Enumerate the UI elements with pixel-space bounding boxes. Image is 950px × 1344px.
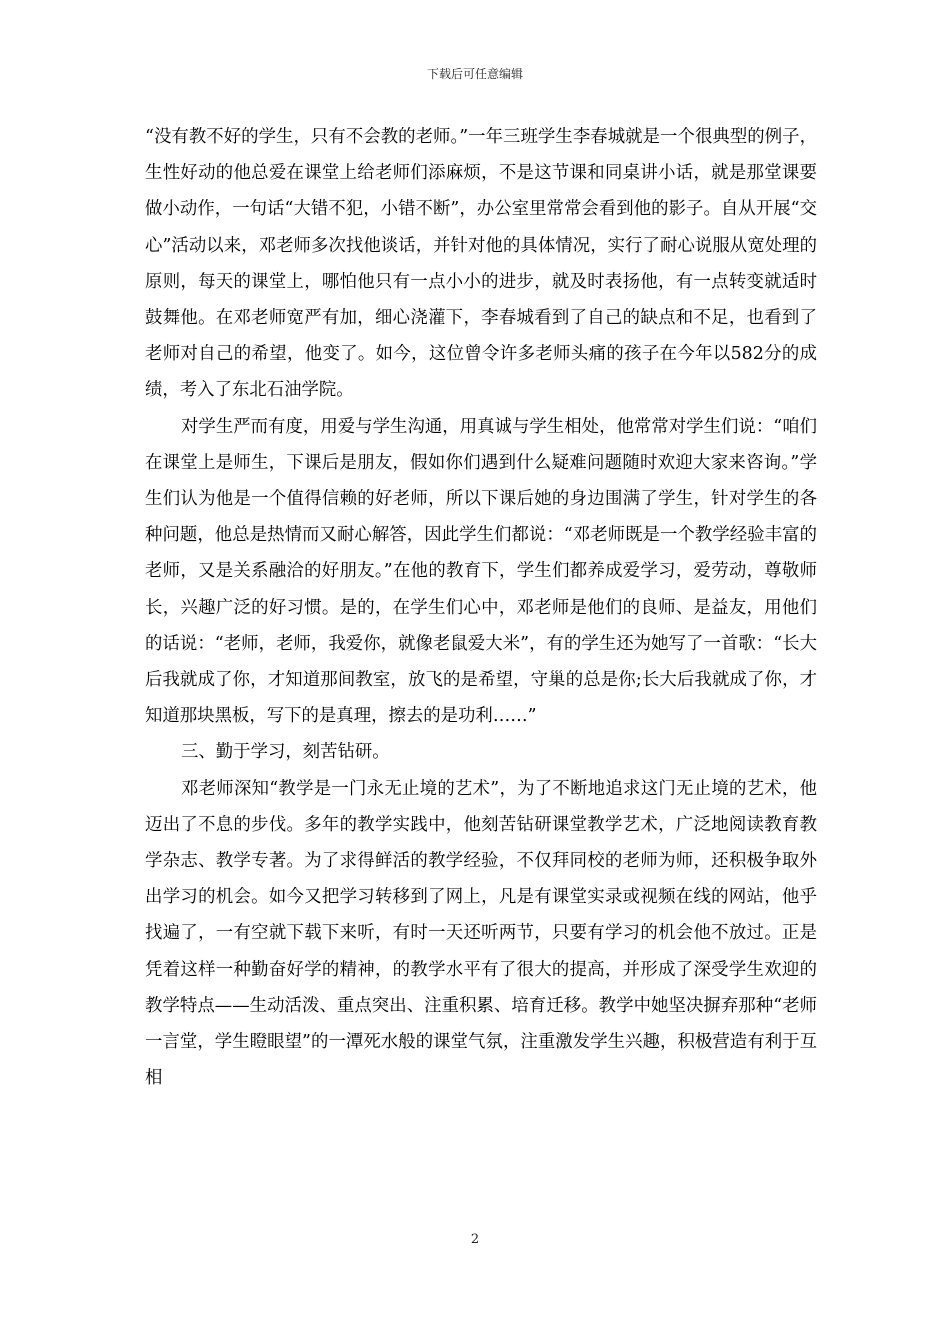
page-header: 下载后可任意编辑	[426, 67, 523, 81]
page-number: 2	[470, 1232, 480, 1247]
document-body	[145, 119, 817, 1096]
section-heading-3: 三、勤于学习，刻苦钻研。	[181, 742, 390, 763]
paragraph-4: 邓老师深知“教学是一门永无止境的艺术”，为了不断地追求这门无止境的艺术，他迈出了不息的步伐。多年的教学实践中，他刻苦钻研课堂教学艺术，广泛地阅读教育教学杂志、教学专著。为了求得鲜活的教学经验，不仅拜同校的老师为师，还积极争取外出学习的机会。如今又把学习转移到了网上，凡是有课堂实录或视频在线的网站，他乎找遍了，一有空就下载下来听，有时一天还听两节，只要有学习的机会他不放过。正是凭着这样一种勤奋好学的精神，的教学水平有了很大的提高，并形成了深受学生欢迎的教学特点——生动活泼、重点突出、注重积累、培育迁移。教学中她坚决摒弃那种“老师一言堂，学生瞪眼望”的一潭死水般的课堂气氛，注重激发学生兴趣，积极营造有利于互相	[145, 778, 817, 1089]
paragraph-1: “没有教不好的学生，只有不会教的老师。”一年三班学生李春城就是一个很典型的例子，生性好动的他总爱在课堂上给老师们添麻烦，不是这节课和同桌讲小话，就是那堂课要做小动作，一句话“大错不犯，小错不断”，办公室里常常会看到他的影子。自从开展“交心”活动以来，邓老师多次找他谈话，并针对他的具体情况，实行了耐心说服从宽处理的原则，每天的课堂上，哪怕他只有一点小小的进步，就及时表扬他，有一点转变就适时鼓舞他。在邓老师宽严有加，细心浇灌下，李春城看到了自己的缺点和不足，也看到了老师对自己的希望，他变了。如今，这位曾令许多老师头痛的孩子在今年以582分的成绩，考入了东北石油学院。	[145, 127, 817, 401]
paragraph-2: 对学生严而有度，用爱与学生沟通，用真诚与学生相处，他常常对学生们说：“咱们在课堂上是师生，下课后是朋友，假如你们遇到什么疑难问题随时欢迎大家来咨询。”学生们认为他是一个值得信赖的好老师，所以下课后她的身边围满了学生，针对学生的各种问题，他总是热情而又耐心解答，因此学生们都说：“邓老师既是一个教学经验丰富的老师，又是关系融洽的好朋友。”在他的教育下，学生们都养成爱学习，爱劳动，尊敬师长，兴趣广泛的好习惯。是的，在学生们心中，邓老师是他们的良师、是益友，用他们的话说：“老师，老师，我爱你，就像老鼠爱大米”，有的学生还为她写了一首歌：“长大后我就成了你，才知道那间教室，放飞的是希望，守巢的总是你;长大后我就成了你，才知道那块黑板，写下的是真理，擦去的是功利……”	[145, 416, 817, 727]
